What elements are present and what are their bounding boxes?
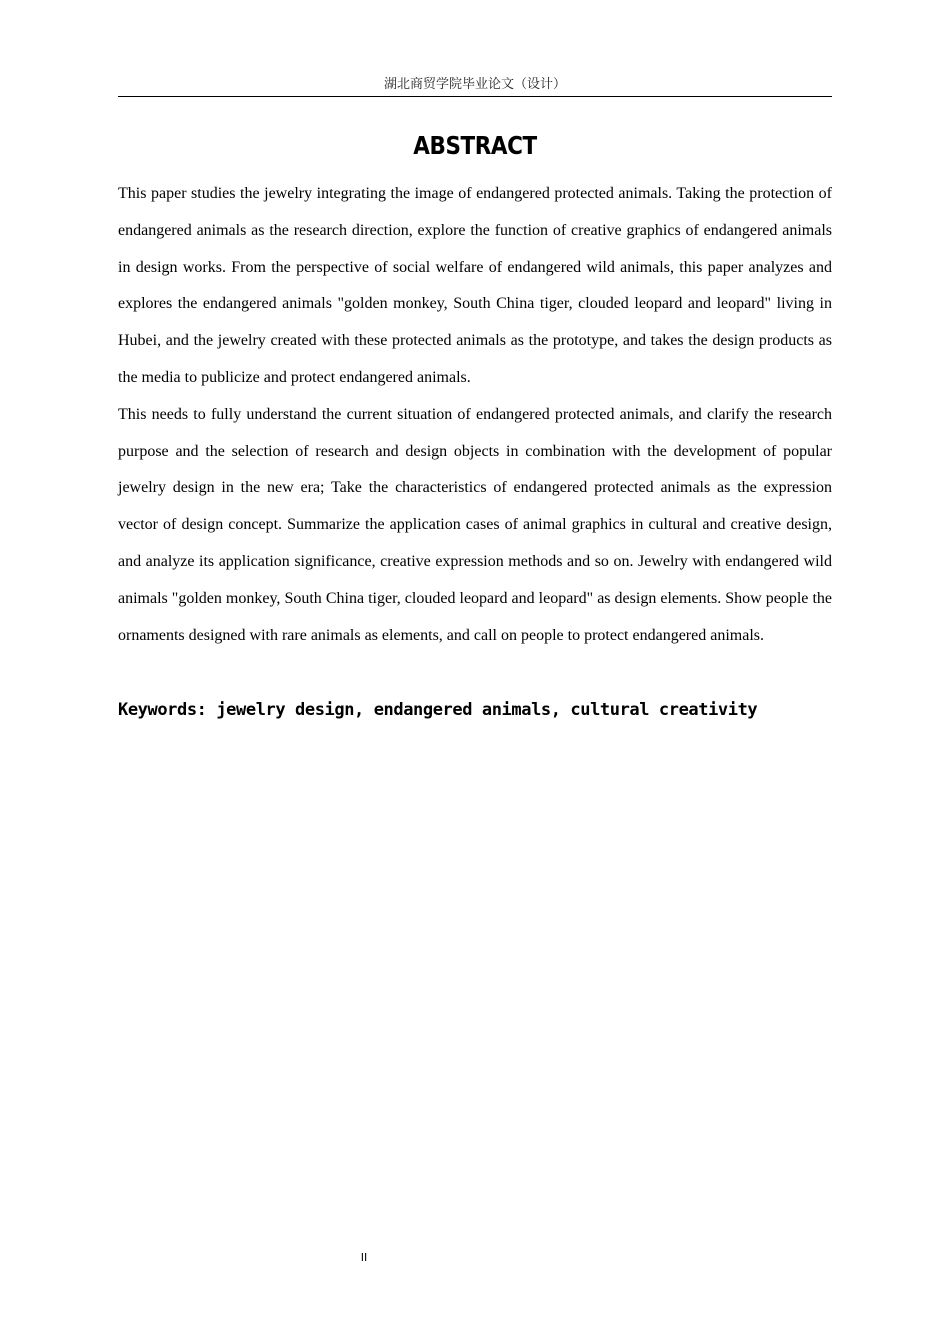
abstract-paragraph-1: This paper studies the jewelry integrating the image of endangered protected animals. Taking the protection of endangered animals as the research direction, explore the function of creative graphics of endangered animals in design works. From the perspective of social welfare of endangered wild animals, this paper analyzes and explores the endangered animals "golden monkey, South China tiger, clouded leopard and leopard" living in Hubei, and the jewelry created with these protected animals as the prototype, and takes the design products as the media to publicize and protect endangered animals. [118, 185, 832, 386]
header-text: 湖北商贸学院毕业论文（设计） [383, 77, 566, 92]
abstract-paragraph-2: This needs to fully understand the current situation of endangered protected animals, and clarify the research purpose and the selection of research and design objects in combination with the development of popular jewelry design in the new era; Take the characteristics of endangered protected animals as the expression vector of design concept. Summarize the application cases of animal graphics in cultural and creative design, and analyze its application significance, creative expression methods and so on. Jewelry with endangered wild animals "golden monkey, South China tiger, clouded leopard and leopard" as design elements. Show people the ornaments designed with rare animals as elements, and call on people to protect endangered animals. [118, 405, 832, 644]
page-header [118, 76, 832, 97]
keywords-line: Keywords: jewelry design, endangered animals, cultural creativity [118, 700, 758, 720]
page-title: ABSTRACT [413, 131, 537, 160]
page-number: II [360, 1251, 368, 1264]
abstract-body [118, 176, 832, 654]
